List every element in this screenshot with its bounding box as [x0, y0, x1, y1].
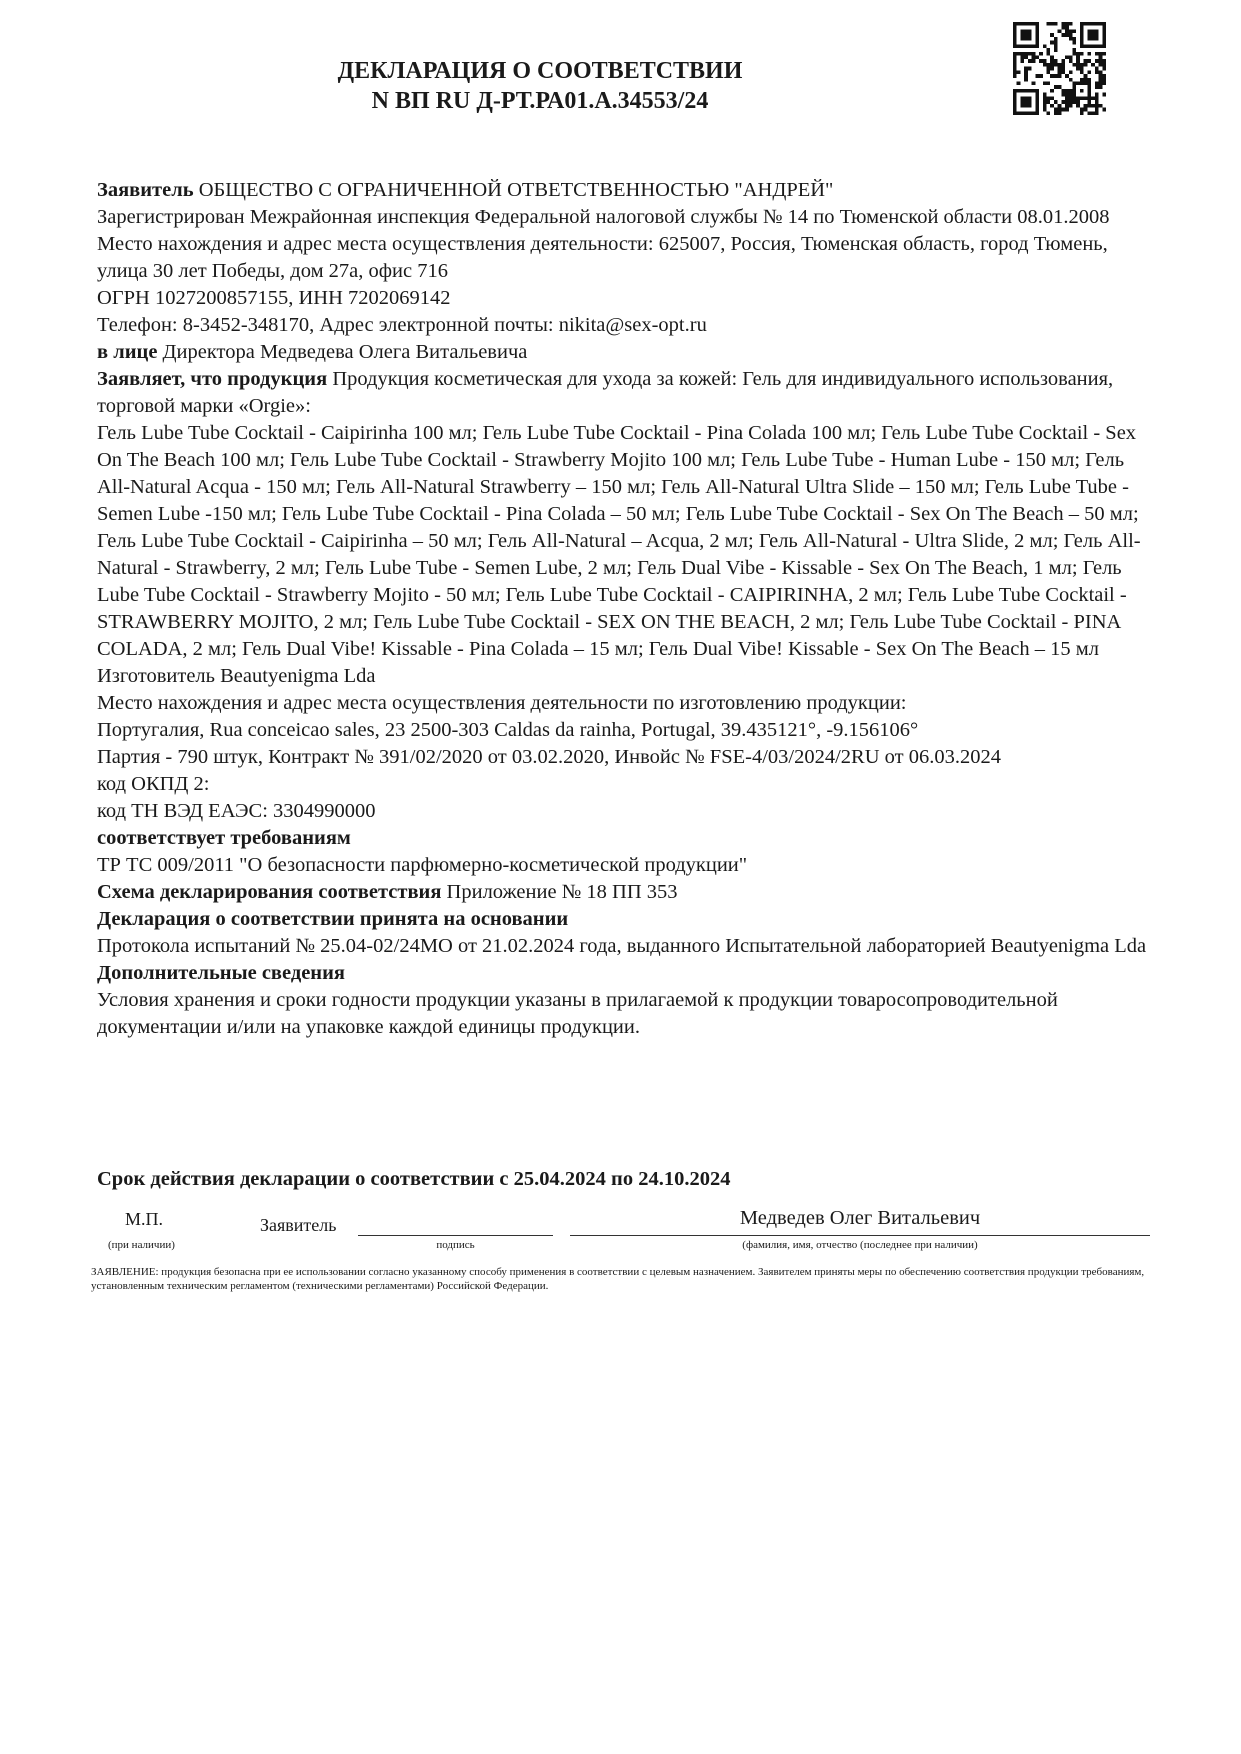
mfg-address-label: Место нахождения и адрес места осуществления деятельности по изготовлению продукции: [97, 692, 907, 714]
validity-period: Срок действия декларации о соответствии с 25.04.2024 по 24.10.2024 [97, 1168, 731, 1190]
declaration-body [97, 177, 1147, 1041]
ogrn-inn: ОГРН 1027200857155, ИНН 7202069142 [97, 287, 451, 309]
declaration-number: N ВП RU Д-РТ.РА01.А.34553/24 [371, 88, 709, 114]
okpd-code: код ОКПД 2: [97, 773, 210, 795]
person-name: Директора Медведева Олега Витальевича [157, 341, 528, 363]
product-label: Заявляет, что продукция [97, 368, 328, 390]
safety-statement: ЗАЯВЛЕНИЕ: продукция безопасна при ее использовании согласно указанному способу применения в соответствии с целевым назначением. Заявителем приняты меры по обеспечению соответствия продукции требованиям, установленным техническим регламентом (техническими регламентами) Российской Федерации. [91, 1266, 1145, 1292]
person-label: в лице [97, 341, 158, 363]
name-caption: (фамилия, имя, отчество (последнее при наличии) [742, 1239, 978, 1251]
scheme-value: Приложение № 18 ПП 353 [441, 881, 678, 903]
applicant-line [97, 177, 1147, 204]
basis-label [97, 906, 1147, 933]
signer-full-name: Медведев Олег Витальевич [739, 1207, 981, 1229]
requirements-value: ТР ТС 009/2011 "О безопасности парфюмерно-косметической продукции" [97, 854, 748, 876]
product-description: Продукция косметическая для ухода за кожей: Гель для индивидуального использования, торговой марки «Orgie»: [97, 368, 1114, 417]
signature-block [0, 1205, 1241, 1265]
applicant-name: ОБЩЕСТВО С ОГРАНИЧЕННОЙ ОТВЕТСТВЕННОСТЬЮ "АНДРЕЙ" [193, 179, 834, 201]
extra-label-text: Дополнительные сведения [97, 962, 346, 984]
title-line-1: ДЕКЛАРАЦИЯ О СООТВЕТСТВИИ [337, 58, 743, 84]
signature-caption: подпись [436, 1239, 475, 1251]
registration-info: Зарегистрирован Межрайонная инспекция Федеральной налоговой службы № 14 по Тюменской области 08.01.2008 [97, 206, 1110, 228]
product-items: Гель Lube Tube Cocktail - Caipirinha 100 мл; Гель Lube Tube Cocktail - Pina Colada 100 мл; Гель Lube Tube Cocktail - Sex On The Beach 100 мл; Гель Lube Tube Cocktail - Strawberry Mojito 100 мл; Гель Lube Tube - Human Lube - 150 мл; Гель All-Natural Acqua - 150 мл; Гель All-Natural Strawberry – 150 мл; Гель All-Natural Ultra Slide – 150 мл; Гель Lube Tube - Semen Lube -150 мл; Гель Lube Tube Cocktail - Pina Colada – 50 мл; Гель Lube Tube Cocktail - Sex On The Beach – 50 мл; Гель Lube Tube Cocktail - Caipirinha – 50 мл; Гель All-Natural – Acqua, 2 мл; Гель All-Natural - Ultra Slide, 2 мл; Гель All-Natural - Strawberry, 2 мл; Гель Lube Tube - Semen Lube, 2 мл; Гель Dual Vibe - Kissable - Sex On The Beach, 1 мл; Гель Lube Tube Cocktail - Strawberry Mojito - 50 мл; Гель Lube Tube Cocktail - CAIPIRINHA, 2 мл; Гель Lube Tube Cocktail - STRAWBERRY MOJITO, 2 мл; Гель Lube Tube Cocktail - SEX ON THE BEACH, 2 мл; Гель Lube Tube Cocktail - PINA COLADA, 2 мл; Гель Dual Vibe! Kissable - Pina Colada – 15 мл; Гель Dual Vibe! Kissable - Sex On The Beach – 15 мл [97, 422, 1141, 660]
tnved-code: код ТН ВЭД ЕАЭС: 3304990000 [97, 800, 376, 822]
scheme-line [97, 879, 1147, 906]
product-line [97, 366, 1147, 420]
stamp-caption: (при наличии) [108, 1239, 175, 1251]
person-line [97, 339, 1147, 366]
signature-line [358, 1235, 553, 1236]
mfg-address: Португалия, Rua conceicao sales, 23 2500-303 Caldas da rainha, Portugal, 39.435121°, -9.156106° [97, 719, 919, 741]
extra-value: Условия хранения и сроки годности продукции указаны в прилагаемой к продукции товаросопроводительной документации и/или на упаковке каждой единицы продукции. [97, 989, 1058, 1038]
document-title [300, 56, 780, 116]
applicant-signature-label: Заявитель [260, 1215, 337, 1235]
batch-info: Партия - 790 штук, Контракт № 391/02/2020 от 03.02.2020, Инвойс № FSE-4/03/2024/2RU от 06.03.2024 [97, 746, 1001, 768]
name-line [570, 1235, 1150, 1236]
contacts: Телефон: 8-3452-348170, Адрес электронной почты: nikita@sex-opt.ru [97, 314, 707, 336]
requirements-label-text: соответствует требованиям [97, 827, 351, 849]
requirements-label [97, 825, 1147, 852]
basis-label-text: Декларация о соответствии принята на основании [97, 908, 569, 930]
applicant-label: Заявитель [97, 179, 194, 201]
qr-code-icon[interactable] [1013, 22, 1106, 115]
applicant-address: Место нахождения и адрес места осуществления деятельности: 625007, Россия, Тюменская область, город Тюмень, улица 30 лет Победы, дом 27а, офис 716 [97, 233, 1108, 282]
basis-value: Протокола испытаний № 25.04-02/24МО от 21.02.2024 года, выданного Испытательной лабораторией Beautyenigma Lda [97, 935, 1147, 957]
scheme-label: Схема декларирования соответствия [97, 881, 442, 903]
stamp-label: М.П. [125, 1209, 164, 1229]
extra-label [97, 960, 1147, 987]
manufacturer: Изготовитель Beautyenigma Lda [97, 665, 376, 687]
